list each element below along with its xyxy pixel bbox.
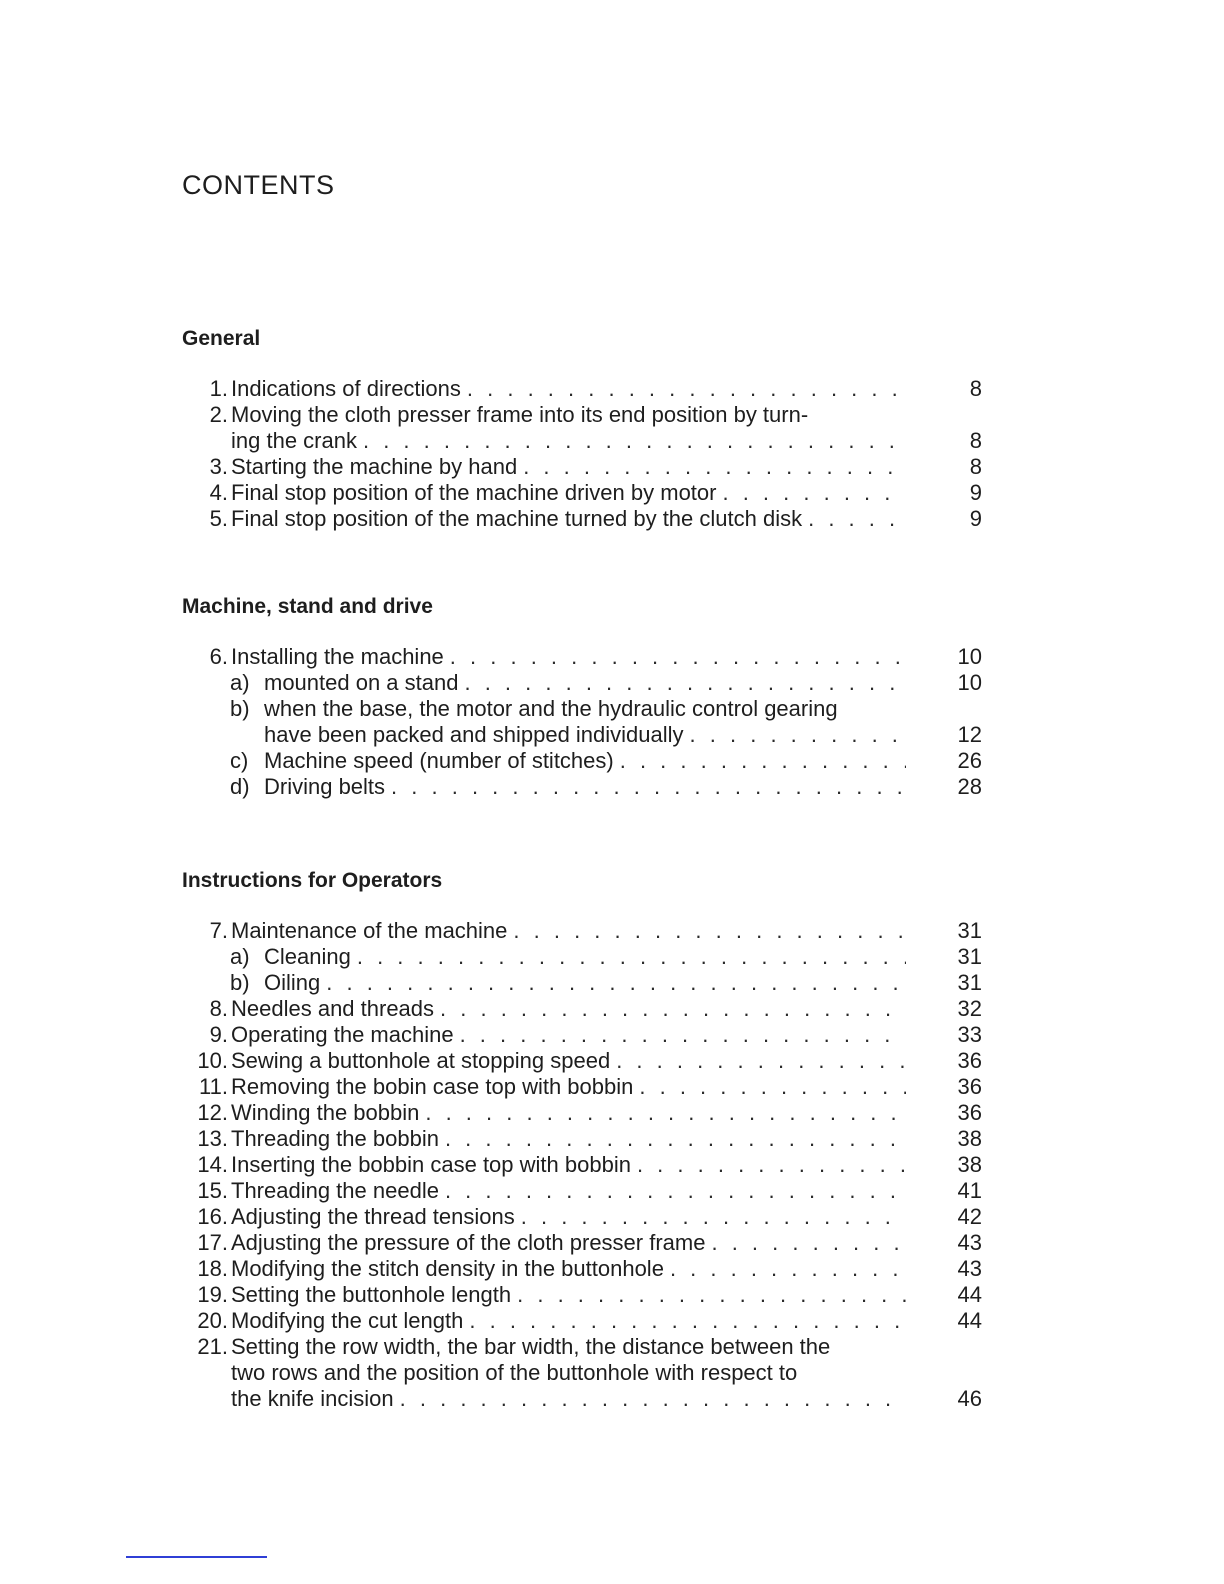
entry-title: Moving the cloth presser frame into its end position by turn- <box>231 402 809 427</box>
entry-number: 3. <box>209 454 228 479</box>
toc-entry[interactable] <box>182 1334 1002 1360</box>
entry-title: Adjusting the pressure of the cloth presser frame <box>231 1230 706 1255</box>
toc-entry[interactable] <box>182 1178 1002 1204</box>
entry-number: 1. <box>209 376 228 401</box>
dot-leader <box>690 722 906 748</box>
dot-leader <box>445 1178 906 1204</box>
toc-subentry-continuation[interactable] <box>182 722 1002 748</box>
entry-page: 42 <box>957 1204 982 1229</box>
entry-page: 46 <box>957 1386 982 1411</box>
entry-page: 8 <box>969 454 982 479</box>
entry-page: 36 <box>957 1100 982 1125</box>
dot-leader <box>400 1386 906 1412</box>
entry-number: 9. <box>209 1022 228 1047</box>
toc-entry[interactable] <box>182 480 1002 506</box>
entry-title: Final stop position of the machine driven by motor <box>231 480 717 505</box>
dot-leader <box>523 454 906 480</box>
entry-title: Setting the row width, the bar width, the distance between the <box>231 1334 831 1359</box>
toc-subentry[interactable] <box>182 696 1002 722</box>
dot-leader <box>425 1100 906 1126</box>
toc-entry[interactable] <box>182 1308 1002 1334</box>
entry-number: 19. <box>197 1282 228 1307</box>
toc-entry[interactable] <box>182 1100 1002 1126</box>
entry-title: Setting the buttonhole length <box>231 1282 512 1307</box>
dot-leader <box>467 376 906 402</box>
toc-entry[interactable] <box>182 1126 1002 1152</box>
entry-title: Removing the bobin case top with bobbin <box>231 1074 634 1099</box>
toc-entry-continuation[interactable] <box>182 1360 1002 1386</box>
entry-number: 8. <box>209 996 228 1021</box>
entry-page: 8 <box>969 376 982 401</box>
entry-page: 36 <box>957 1074 982 1099</box>
entry-title: Winding the bobbin <box>231 1100 420 1125</box>
entry-title: when the base, the motor and the hydraulic control gearing <box>264 696 838 721</box>
entry-page: 28 <box>957 774 982 799</box>
dot-leader <box>357 944 906 970</box>
toc-entry-continuation[interactable] <box>182 428 1002 454</box>
dot-leader <box>517 1282 906 1308</box>
entry-letter: a) <box>230 670 250 695</box>
dot-leader <box>513 918 906 944</box>
entry-letter: b) <box>230 970 250 995</box>
section-heading: Machine, stand and drive <box>182 595 433 618</box>
entry-title: Machine speed (number of stitches) <box>264 748 614 773</box>
entry-page: 32 <box>957 996 982 1021</box>
dot-leader <box>620 748 906 774</box>
dot-leader <box>521 1204 906 1230</box>
entry-page: 41 <box>957 1178 982 1203</box>
entry-number: 6. <box>209 644 228 669</box>
entry-title: the knife incision <box>231 1386 394 1411</box>
entry-page: 12 <box>957 722 982 747</box>
toc-entry[interactable] <box>182 454 1002 480</box>
entry-page: 10 <box>957 644 982 669</box>
entry-title: Adjusting the thread tensions <box>231 1204 515 1229</box>
section-heading: Instructions for Operators <box>182 869 443 892</box>
entry-letter: a) <box>230 944 250 969</box>
dot-leader <box>637 1152 906 1178</box>
entry-title: Starting the machine by hand <box>231 454 518 479</box>
entry-page: 10 <box>957 670 982 695</box>
entry-letter: d) <box>230 774 250 799</box>
dot-leader <box>391 774 906 800</box>
dot-leader <box>363 428 906 454</box>
dot-leader <box>326 970 906 996</box>
entry-title: Needles and threads <box>231 996 435 1021</box>
entry-number: 2. <box>209 402 228 427</box>
entry-page: 26 <box>957 748 982 773</box>
dot-leader <box>450 644 906 670</box>
dot-leader <box>808 506 906 532</box>
toc-entry[interactable] <box>182 402 1002 428</box>
entry-number: 7. <box>209 918 228 943</box>
entry-title: Cleaning <box>264 944 351 969</box>
toc-entry[interactable] <box>182 1282 1002 1308</box>
entry-page: 9 <box>969 506 982 531</box>
toc-entry[interactable] <box>182 918 1002 944</box>
toc-subentry[interactable] <box>182 970 1002 996</box>
section-instructions-operators <box>182 866 1002 1412</box>
toc-entry[interactable] <box>182 506 1002 532</box>
entry-page: 38 <box>957 1126 982 1151</box>
entry-title: Threading the needle <box>231 1178 439 1203</box>
dot-leader <box>616 1048 906 1074</box>
toc-entry[interactable] <box>182 1074 1002 1100</box>
toc-entry[interactable] <box>182 1048 1002 1074</box>
entry-number: 15. <box>197 1178 228 1203</box>
entry-page: 8 <box>969 428 982 453</box>
entry-title: Operating the machine <box>231 1022 454 1047</box>
entry-title: Sewing a buttonhole at stopping speed <box>231 1048 611 1073</box>
entry-title: Maintenance of the machine <box>231 918 508 943</box>
section-heading: General <box>182 327 261 350</box>
entry-title: Final stop position of the machine turned by the clutch disk <box>231 506 803 531</box>
dot-leader <box>440 996 906 1022</box>
entry-title: Threading the bobbin <box>231 1126 439 1151</box>
toc-entry[interactable] <box>182 644 1002 670</box>
entry-letter: b) <box>230 696 250 721</box>
dot-leader <box>469 1308 906 1334</box>
toc-entry[interactable] <box>182 1204 1002 1230</box>
entry-title: Installing the machine <box>231 644 444 669</box>
entry-title: Modifying the cut length <box>231 1308 464 1333</box>
entry-page: 43 <box>957 1256 982 1281</box>
dot-leader <box>445 1126 906 1152</box>
entry-letter: c) <box>230 748 249 773</box>
toc-entry[interactable] <box>182 1152 1002 1178</box>
dot-leader <box>639 1074 906 1100</box>
toc-subentry[interactable] <box>182 944 1002 970</box>
entry-number: 14. <box>197 1152 228 1177</box>
toc-entry[interactable] <box>182 1022 1002 1048</box>
entry-title: ing the crank <box>231 428 357 453</box>
entry-number: 18. <box>197 1256 228 1281</box>
entry-number: 11. <box>199 1074 228 1099</box>
entry-number: 20. <box>197 1308 228 1333</box>
toc-entry-continuation[interactable] <box>182 1386 1002 1412</box>
entry-number: 12. <box>197 1100 228 1125</box>
entry-page: 31 <box>957 918 982 943</box>
entry-page: 38 <box>957 1152 982 1177</box>
entry-title: mounted on a stand <box>264 670 459 695</box>
entry-number: 16. <box>197 1204 228 1229</box>
entry-page: 44 <box>957 1308 982 1333</box>
toc-entry[interactable] <box>182 996 1002 1022</box>
entry-page: 33 <box>957 1022 982 1047</box>
entry-page: 44 <box>957 1282 982 1307</box>
toc-entry[interactable] <box>182 1230 1002 1256</box>
toc-subentry[interactable] <box>182 670 1002 696</box>
dot-leader <box>670 1256 906 1282</box>
section-general <box>182 324 1002 532</box>
toc-subentry[interactable] <box>182 774 1002 800</box>
page-title: CONTENTS <box>182 170 335 200</box>
entry-title: Modifying the stitch density in the buttonhole <box>231 1256 664 1281</box>
toc-subentry[interactable] <box>182 748 1002 774</box>
toc-entry[interactable] <box>182 1256 1002 1282</box>
entry-title: Inserting the bobbin case top with bobbin <box>231 1152 631 1177</box>
entry-number: 10. <box>197 1048 228 1073</box>
entry-number: 13. <box>197 1126 228 1151</box>
dot-leader <box>460 1022 906 1048</box>
entry-number: 4. <box>209 480 228 505</box>
entry-page: 9 <box>969 480 982 505</box>
entry-number: 21. <box>197 1334 228 1359</box>
entry-title: Driving belts <box>264 774 386 799</box>
entry-page: 31 <box>957 944 982 969</box>
entry-title: Indications of directions <box>231 376 461 401</box>
entry-number: 17. <box>197 1230 228 1255</box>
entry-number: 5. <box>209 506 228 531</box>
entry-title: two rows and the position of the buttonhole with respect to <box>231 1360 798 1385</box>
footnote-rule <box>126 1556 267 1558</box>
dot-leader <box>464 670 906 696</box>
entry-title: have been packed and shipped individually <box>264 722 684 747</box>
dot-leader <box>711 1230 906 1256</box>
dot-leader <box>722 480 906 506</box>
entry-page: 43 <box>957 1230 982 1255</box>
entry-title: Oiling <box>264 970 321 995</box>
section-machine-stand-drive <box>182 592 1002 800</box>
entry-page: 36 <box>957 1048 982 1073</box>
toc-entry[interactable] <box>182 376 1002 402</box>
entry-page: 31 <box>957 970 982 995</box>
